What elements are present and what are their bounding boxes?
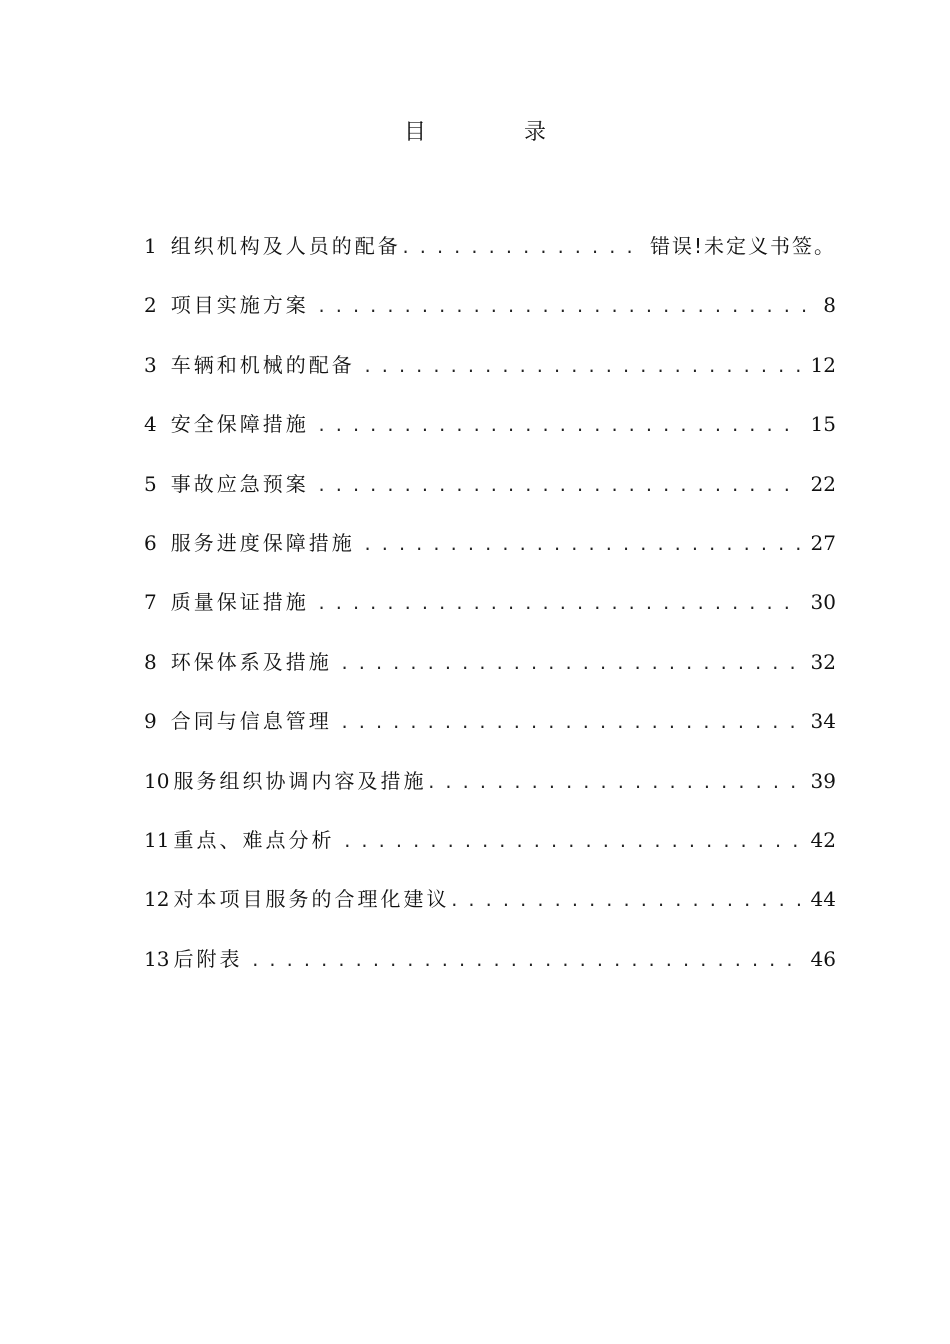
toc-dot-leader	[317, 291, 814, 323]
toc-entry-number: 10	[144, 768, 170, 793]
toc-entry-number: 2	[144, 293, 157, 318]
toc-entry[interactable]	[144, 527, 836, 586]
table-of-contents	[144, 230, 836, 1002]
toc-entry-number: 7	[144, 590, 157, 615]
toc-entry-page: 12	[810, 352, 836, 377]
toc-dot-leader	[401, 232, 640, 264]
toc-entry-page: 42	[810, 827, 836, 852]
toc-entry[interactable]	[144, 943, 836, 1002]
toc-entry-page: 44	[810, 887, 836, 912]
toc-entry-title: 合同与信息管理	[170, 709, 332, 734]
toc-entry[interactable]	[144, 883, 836, 942]
toc-dot-leader	[363, 529, 801, 561]
toc-entry-number: 12	[144, 887, 170, 912]
toc-entry-title: 环保体系及措施	[170, 649, 332, 674]
toc-entry-title: 车辆和机械的配备	[170, 352, 355, 377]
toc-entry-title: 服务组织协调内容及措施	[173, 768, 427, 793]
toc-entry[interactable]	[144, 230, 836, 289]
toc-entry[interactable]	[144, 408, 836, 467]
toc-entry[interactable]	[144, 705, 836, 764]
toc-dot-leader	[449, 885, 800, 917]
toc-entry-page: 34	[810, 709, 836, 734]
toc-entry-page: 30	[810, 590, 836, 615]
toc-entry-page: 8	[823, 293, 836, 318]
toc-entry-title: 后附表	[173, 946, 243, 971]
toc-entry-title: 对本项目服务的合理化建议	[173, 887, 450, 912]
toc-entry-title: 组织机构及人员的配备	[170, 234, 401, 258]
toc-entry-title: 重点、难点分析	[173, 827, 335, 852]
toc-dot-leader	[340, 707, 801, 739]
toc-entry-number: 5	[144, 471, 157, 496]
toc-entry-number: 13	[144, 946, 170, 971]
toc-entry-page: 错误!未定义书签。	[649, 234, 836, 258]
toc-entry-title: 质量保证措施	[170, 590, 309, 615]
toc-entry-page: 27	[810, 530, 836, 555]
toc-entry[interactable]	[144, 468, 836, 527]
toc-entry-page: 32	[810, 649, 836, 674]
toc-entry-number: 6	[144, 530, 157, 555]
toc-dot-leader	[317, 588, 801, 620]
toc-entry[interactable]	[144, 646, 836, 705]
toc-entry[interactable]	[144, 824, 836, 883]
toc-entry-number: 9	[144, 709, 157, 734]
toc-entry-number: 1	[144, 234, 157, 258]
toc-entry[interactable]	[144, 765, 836, 824]
toc-entry[interactable]	[144, 289, 836, 348]
toc-entry[interactable]	[144, 586, 836, 645]
toc-dot-leader	[317, 410, 801, 442]
toc-entry-number: 4	[144, 412, 157, 437]
toc-dot-leader	[340, 648, 801, 680]
toc-entry-number: 3	[144, 352, 157, 377]
toc-entry-title: 安全保障措施	[170, 412, 309, 437]
toc-dot-leader	[250, 945, 800, 977]
toc-entry-page: 39	[810, 768, 836, 793]
toc-dot-leader	[426, 767, 800, 799]
toc-dot-leader	[363, 351, 801, 383]
toc-entry[interactable]	[144, 349, 836, 408]
toc-entry-number: 11	[144, 827, 170, 852]
toc-entry-page: 46	[810, 946, 836, 971]
toc-entry-title: 项目实施方案	[170, 293, 309, 318]
toc-entry-title: 事故应急预案	[170, 471, 309, 496]
toc-entry-number: 8	[144, 649, 157, 674]
toc-entry-page: 22	[810, 471, 836, 496]
toc-entry-page: 15	[810, 412, 836, 437]
toc-dot-leader	[342, 826, 800, 858]
toc-dot-leader	[317, 470, 801, 502]
toc-entry-title: 服务进度保障措施	[170, 530, 355, 555]
toc-title: 目 录	[403, 120, 584, 145]
